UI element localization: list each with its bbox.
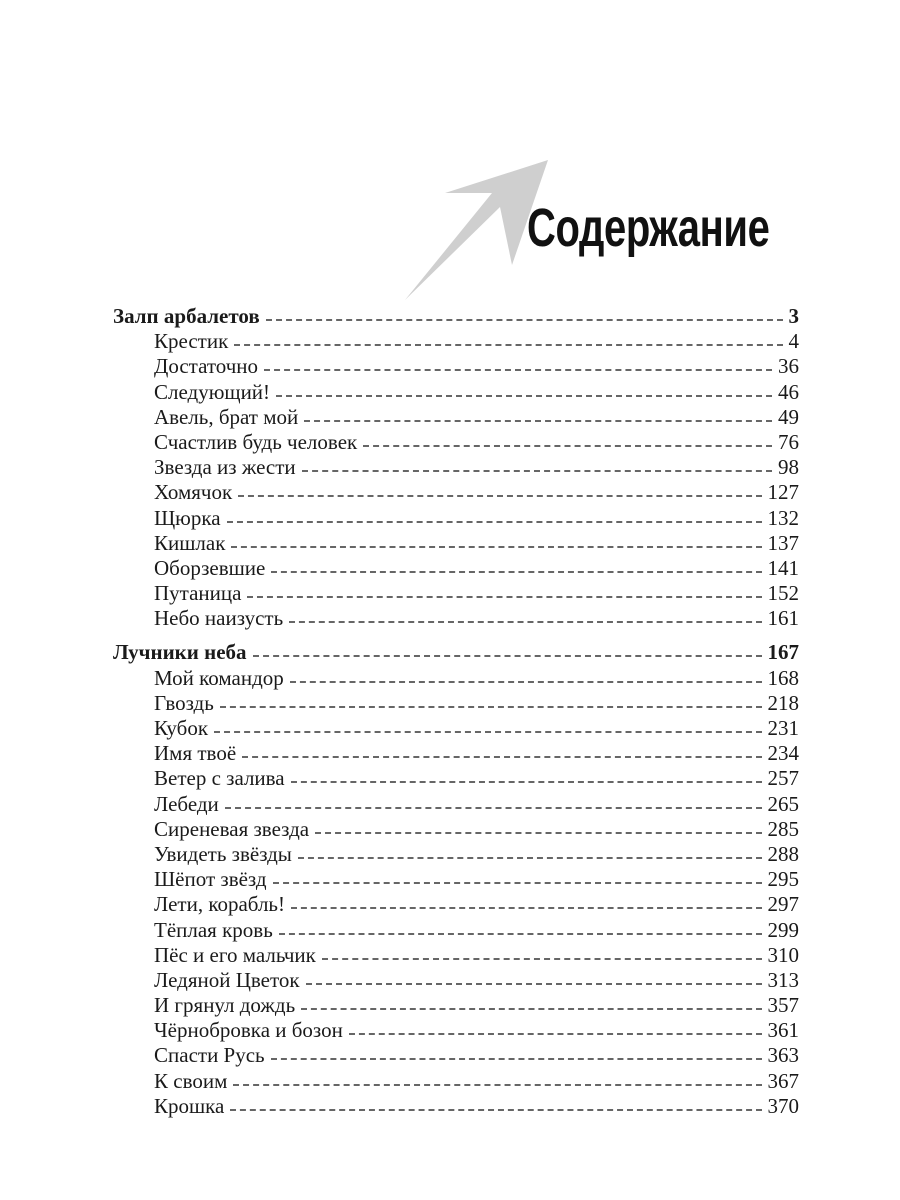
item-title: Лети, корабль! xyxy=(154,892,286,917)
page-number: 357 xyxy=(767,993,799,1018)
toc-item[interactable] xyxy=(113,606,799,631)
item-title: Путаница xyxy=(154,581,242,606)
item-title: Оборзевшие xyxy=(154,555,266,580)
item-title: Авель, брат мой xyxy=(154,404,299,429)
toc-item[interactable] xyxy=(113,581,799,606)
page-number: 46 xyxy=(778,379,799,404)
item-title: Кишлак xyxy=(154,530,226,555)
page-number: 3 xyxy=(788,304,799,328)
item-title: Увидеть звёзды xyxy=(154,841,292,866)
item-title: Небо наизусть xyxy=(154,606,284,631)
dotted-leader xyxy=(233,1084,761,1086)
toc-item[interactable] xyxy=(113,380,799,405)
toc-item[interactable] xyxy=(113,716,799,741)
item-title: Кубок xyxy=(154,716,209,740)
dotted-leader xyxy=(349,1033,762,1035)
toc-item[interactable] xyxy=(113,1018,799,1043)
item-title: Мой командор xyxy=(154,665,284,690)
toc-item[interactable] xyxy=(113,1043,799,1068)
dotted-leader xyxy=(298,857,762,859)
toc-item[interactable] xyxy=(113,430,799,455)
page-number: 76 xyxy=(778,429,799,454)
dotted-leader xyxy=(225,807,762,809)
section-spacer xyxy=(113,631,799,640)
dotted-leader xyxy=(279,933,762,935)
section-title: Лучники неба xyxy=(113,640,247,665)
page-number: 4 xyxy=(788,329,799,354)
page-number: 310 xyxy=(767,942,799,967)
item-title: Сиреневая звезда xyxy=(154,816,310,841)
page-number: 285 xyxy=(767,816,799,841)
page-number: 168 xyxy=(767,665,799,690)
toc-item[interactable] xyxy=(113,792,799,817)
dotted-leader xyxy=(220,706,762,708)
toc-item[interactable] xyxy=(113,842,799,867)
toc-item[interactable] xyxy=(113,918,799,943)
toc-item[interactable] xyxy=(113,506,799,531)
toc-item[interactable] xyxy=(113,354,799,379)
item-title: Гвоздь xyxy=(154,690,214,715)
page-number: 132 xyxy=(767,505,799,530)
item-title: Следующий! xyxy=(154,379,271,404)
page-number: 313 xyxy=(767,967,799,992)
toc-item[interactable] xyxy=(113,666,799,691)
dotted-leader xyxy=(266,319,783,321)
dotted-leader xyxy=(247,596,761,598)
page-number: 265 xyxy=(767,791,799,816)
page-number: 218 xyxy=(767,690,799,715)
dotted-leader xyxy=(230,1109,761,1111)
toc-item[interactable] xyxy=(113,556,799,581)
item-title: Спасти Русь xyxy=(154,1043,265,1068)
toc-item[interactable] xyxy=(113,531,799,556)
page-number: 257 xyxy=(767,766,799,791)
toc-item[interactable] xyxy=(113,455,799,480)
toc-item[interactable] xyxy=(113,766,799,791)
page-number: 295 xyxy=(767,867,799,892)
table-of-contents xyxy=(113,304,799,1119)
toc-item[interactable] xyxy=(113,892,799,917)
dotted-leader xyxy=(291,907,761,909)
toc-item[interactable] xyxy=(113,1094,799,1119)
page-number: 288 xyxy=(767,841,799,866)
dotted-leader xyxy=(242,756,761,758)
page-number: 167 xyxy=(767,640,799,665)
item-title: Лебеди xyxy=(154,791,219,816)
dotted-leader xyxy=(214,731,761,733)
toc-section[interactable] xyxy=(113,304,799,329)
toc-section[interactable] xyxy=(113,640,799,665)
dotted-leader xyxy=(289,621,761,623)
page-number: 141 xyxy=(767,555,799,580)
item-title: Щюрка xyxy=(154,505,221,530)
item-title: Крошка xyxy=(154,1093,225,1118)
page-number: 137 xyxy=(767,530,799,555)
dotted-leader xyxy=(238,495,761,497)
toc-item[interactable] xyxy=(113,741,799,766)
toc-item[interactable] xyxy=(113,993,799,1018)
toc-item[interactable] xyxy=(113,329,799,354)
item-title: Ледяной Цветок xyxy=(154,967,300,992)
toc-item[interactable] xyxy=(113,817,799,842)
toc-item[interactable] xyxy=(113,1069,799,1094)
toc-item[interactable] xyxy=(113,405,799,430)
section-title: Залп арбалетов xyxy=(113,304,260,328)
item-title: Ветер с залива xyxy=(154,766,285,791)
page-number: 49 xyxy=(778,404,799,429)
page-number: 361 xyxy=(767,1018,799,1043)
dotted-leader xyxy=(302,470,772,472)
dotted-leader xyxy=(306,983,762,985)
item-title: Счастлив будь человек xyxy=(154,429,358,454)
item-title: К своим xyxy=(154,1068,228,1093)
dotted-leader xyxy=(290,681,762,683)
dotted-leader xyxy=(227,521,762,523)
item-title: И грянул дождь xyxy=(154,993,296,1018)
page-number: 36 xyxy=(778,354,799,379)
dotted-leader xyxy=(301,1008,761,1010)
dotted-leader xyxy=(363,445,772,447)
page-number: 299 xyxy=(767,917,799,942)
dotted-leader xyxy=(231,546,761,548)
dotted-leader xyxy=(234,344,782,346)
dotted-leader xyxy=(271,571,761,573)
page-title: Содержание xyxy=(527,198,770,258)
item-title: Имя твоё xyxy=(154,741,237,766)
page-number: 161 xyxy=(767,606,799,631)
dotted-leader xyxy=(273,882,762,884)
item-title: Крестик xyxy=(154,329,229,354)
page-number: 127 xyxy=(767,480,799,505)
toc-item[interactable] xyxy=(113,480,799,505)
dotted-leader xyxy=(276,395,772,397)
toc-item[interactable] xyxy=(113,867,799,892)
page-number: 234 xyxy=(767,741,799,766)
page-number: 370 xyxy=(767,1093,799,1118)
page-number: 98 xyxy=(778,455,799,480)
dotted-leader xyxy=(322,958,762,960)
dotted-leader xyxy=(291,781,762,783)
item-title: Достаточно xyxy=(154,354,259,379)
page-number: 152 xyxy=(767,581,799,606)
dotted-leader xyxy=(253,655,762,657)
page-number: 231 xyxy=(767,716,799,740)
dotted-leader xyxy=(315,832,761,834)
toc-item[interactable] xyxy=(113,968,799,993)
dotted-leader xyxy=(304,420,772,422)
toc-item[interactable] xyxy=(113,691,799,716)
page-number: 363 xyxy=(767,1043,799,1068)
page-number: 367 xyxy=(767,1068,799,1093)
item-title: Пёс и его мальчик xyxy=(154,942,316,967)
dotted-leader xyxy=(264,369,772,371)
item-title: Хомячок xyxy=(154,480,233,505)
item-title: Шёпот звёзд xyxy=(154,867,267,892)
item-title: Звезда из жести xyxy=(154,455,296,480)
item-title: Тёплая кровь xyxy=(154,917,273,942)
toc-item[interactable] xyxy=(113,943,799,968)
item-title: Чёрнобровка и бозон xyxy=(154,1018,343,1043)
page-number: 297 xyxy=(767,892,799,917)
dotted-leader xyxy=(271,1058,762,1060)
